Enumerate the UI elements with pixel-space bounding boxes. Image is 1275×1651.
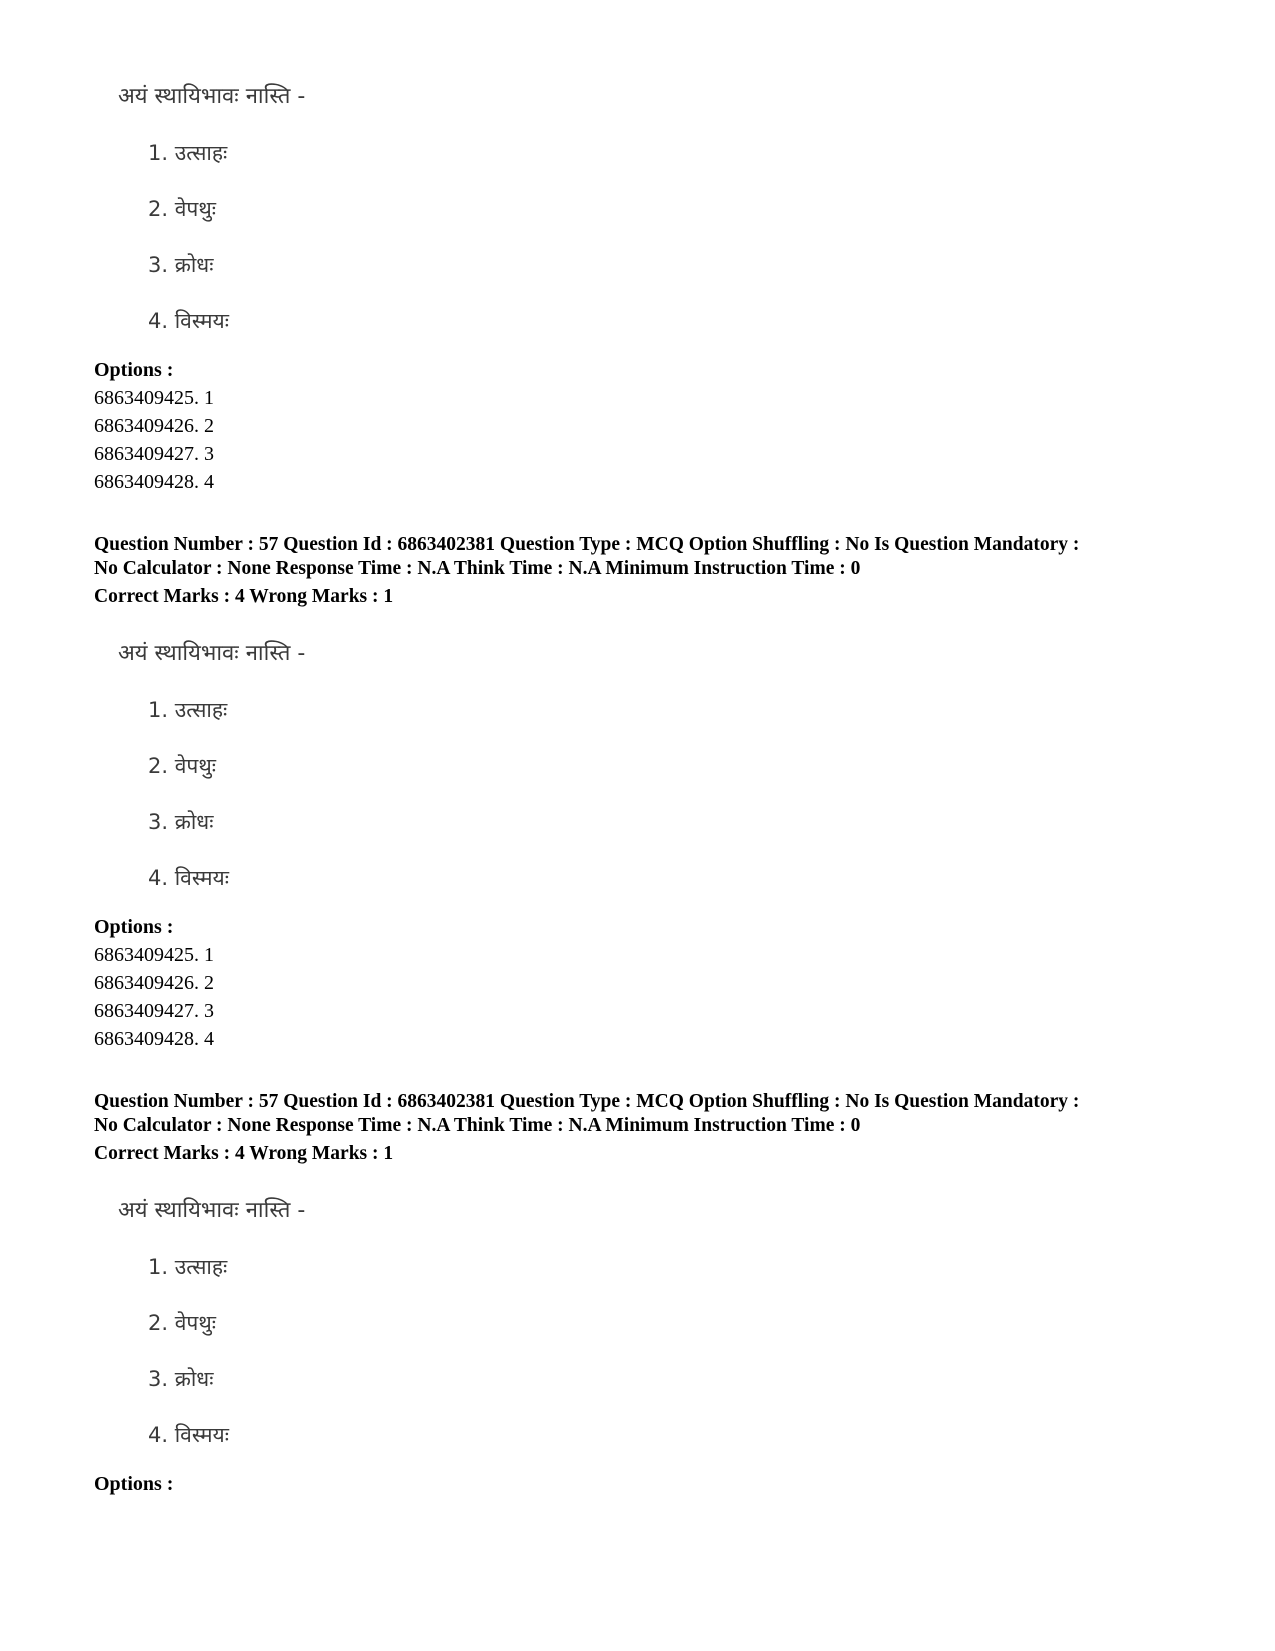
question-stem: अयं स्थायिभावः नास्ति -: [118, 1198, 306, 1223]
question-choice-4: 4. विस्मयः: [148, 866, 229, 890]
question-stem: अयं स्थायिभावः नास्ति -: [118, 641, 306, 666]
question-choice-1: 1. उत्साहः: [148, 141, 228, 165]
question-choice-2: 2. वेपथुः: [148, 1311, 216, 1335]
question-choice-3: 3. क्रोधः: [148, 810, 214, 834]
question-choice-1: 1. उत्साहः: [148, 698, 228, 722]
option-row-3: 6863409427. 3: [94, 443, 214, 465]
question-choice-2: 2. वेपथुः: [148, 754, 216, 778]
question-choice-3: 3. क्रोधः: [148, 1367, 214, 1391]
options-label: Options :: [94, 359, 174, 381]
options-label: Options :: [94, 916, 174, 938]
question-choice-4: 4. विस्मयः: [148, 309, 229, 333]
question-choice-4: 4. विस्मयः: [148, 1423, 229, 1447]
option-row-4: 6863409428. 4: [94, 471, 214, 493]
options-label: Options :: [94, 1473, 174, 1495]
option-row-2: 6863409426. 2: [94, 415, 214, 437]
question-choice-2: 2. वेपथुः: [148, 197, 216, 221]
option-row-3: 6863409427. 3: [94, 1000, 214, 1022]
question-meta-line-1: Question Number : 57 Question Id : 6863402381 Question Type : MCQ Option Shuffling : No Is Question Mandatory :: [94, 1091, 1080, 1112]
question-meta-line-1: Question Number : 57 Question Id : 6863402381 Question Type : MCQ Option Shuffling : No Is Question Mandatory :: [94, 534, 1080, 555]
question-stem: अयं स्थायिभावः नास्ति -: [118, 84, 306, 109]
question-marks: Correct Marks : 4 Wrong Marks : 1: [94, 1143, 394, 1164]
option-row-2: 6863409426. 2: [94, 972, 214, 994]
option-row-1: 6863409425. 1: [94, 387, 214, 409]
question-meta-line-2: No Calculator : None Response Time : N.A Think Time : N.A Minimum Instruction Time : 0: [94, 558, 861, 579]
question-choice-3: 3. क्रोधः: [148, 253, 214, 277]
option-row-1: 6863409425. 1: [94, 944, 214, 966]
question-marks: Correct Marks : 4 Wrong Marks : 1: [94, 586, 394, 607]
question-meta-line-2: No Calculator : None Response Time : N.A Think Time : N.A Minimum Instruction Time : 0: [94, 1115, 861, 1136]
question-choice-1: 1. उत्साहः: [148, 1255, 228, 1279]
option-row-4: 6863409428. 4: [94, 1028, 214, 1050]
